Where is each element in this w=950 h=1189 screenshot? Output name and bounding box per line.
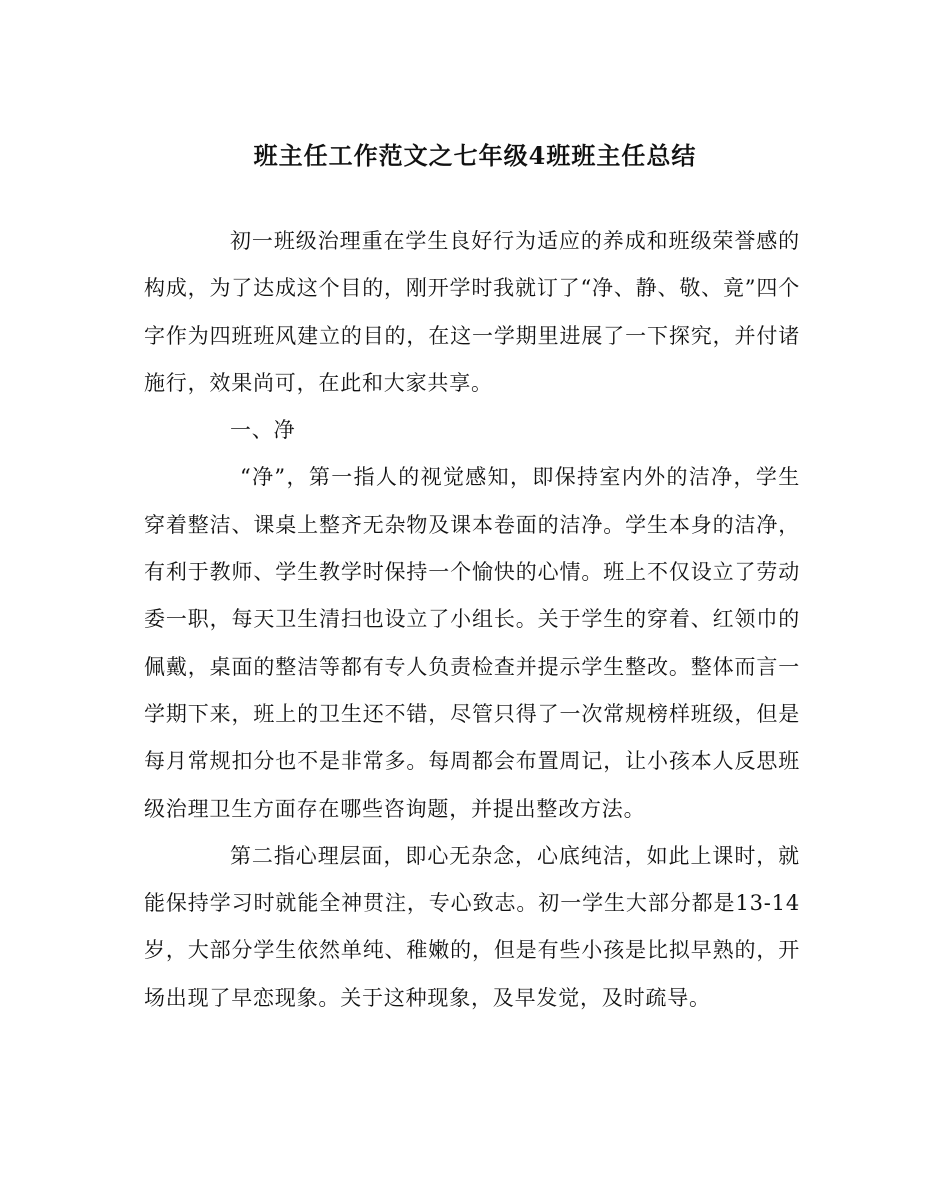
page-title: 班主任工作范文之七年级4班班主任总结 [253, 141, 697, 170]
section-heading-jing: 一、净 [230, 418, 296, 443]
paragraph-jing-first: “净”，第一指人的视觉感知，即保持室内外的洁净，学生穿着整洁、课桌上整齐无杂物及课本卷面的洁净。学生本身的洁净，有利于教师、学生教学时保持一个愉快的心情。班上不仅设立了劳动委一职，每天卫生清扫也设立了小组长。关于学生的穿着、红领巾的佩戴，桌面的整洁等都有专人负责检查并提示学生整改。整体而言一学期下来，班上的卫生还不错，尽管只得了一次常规榜样班级，但是每月常规扣分也不是非常多。每周都会布置周记，让小孩本人反思班级治理卫生方面存在哪些咨询题，并提出整改方法。 [144, 465, 800, 821]
paragraph-intro: 初一班级治理重在学生良好行为适应的养成和班级荣誉感的构成，为了达成这个目的，刚开学时我就订了“净、静、敬、竟”四个字作为四班班风建立的目的，在这一学期里进展了一下探究，并付诸施行，效果尚可，在此和大家共享。 [144, 229, 800, 395]
document-body [144, 218, 800, 1022]
paragraph-jing-second: 第二指心理层面，即心无杂念，心底纯洁，如此上课时，就能保持学习时就能全神贯注，专心致志。初一学生大部分都是13-14岁，大部分学生依然单纯、稚嫩的，但是有些小孩是比拟早熟的，开场出现了早恋现象。关于这种现象，及早发觉，及时疏导。 [144, 843, 800, 1010]
